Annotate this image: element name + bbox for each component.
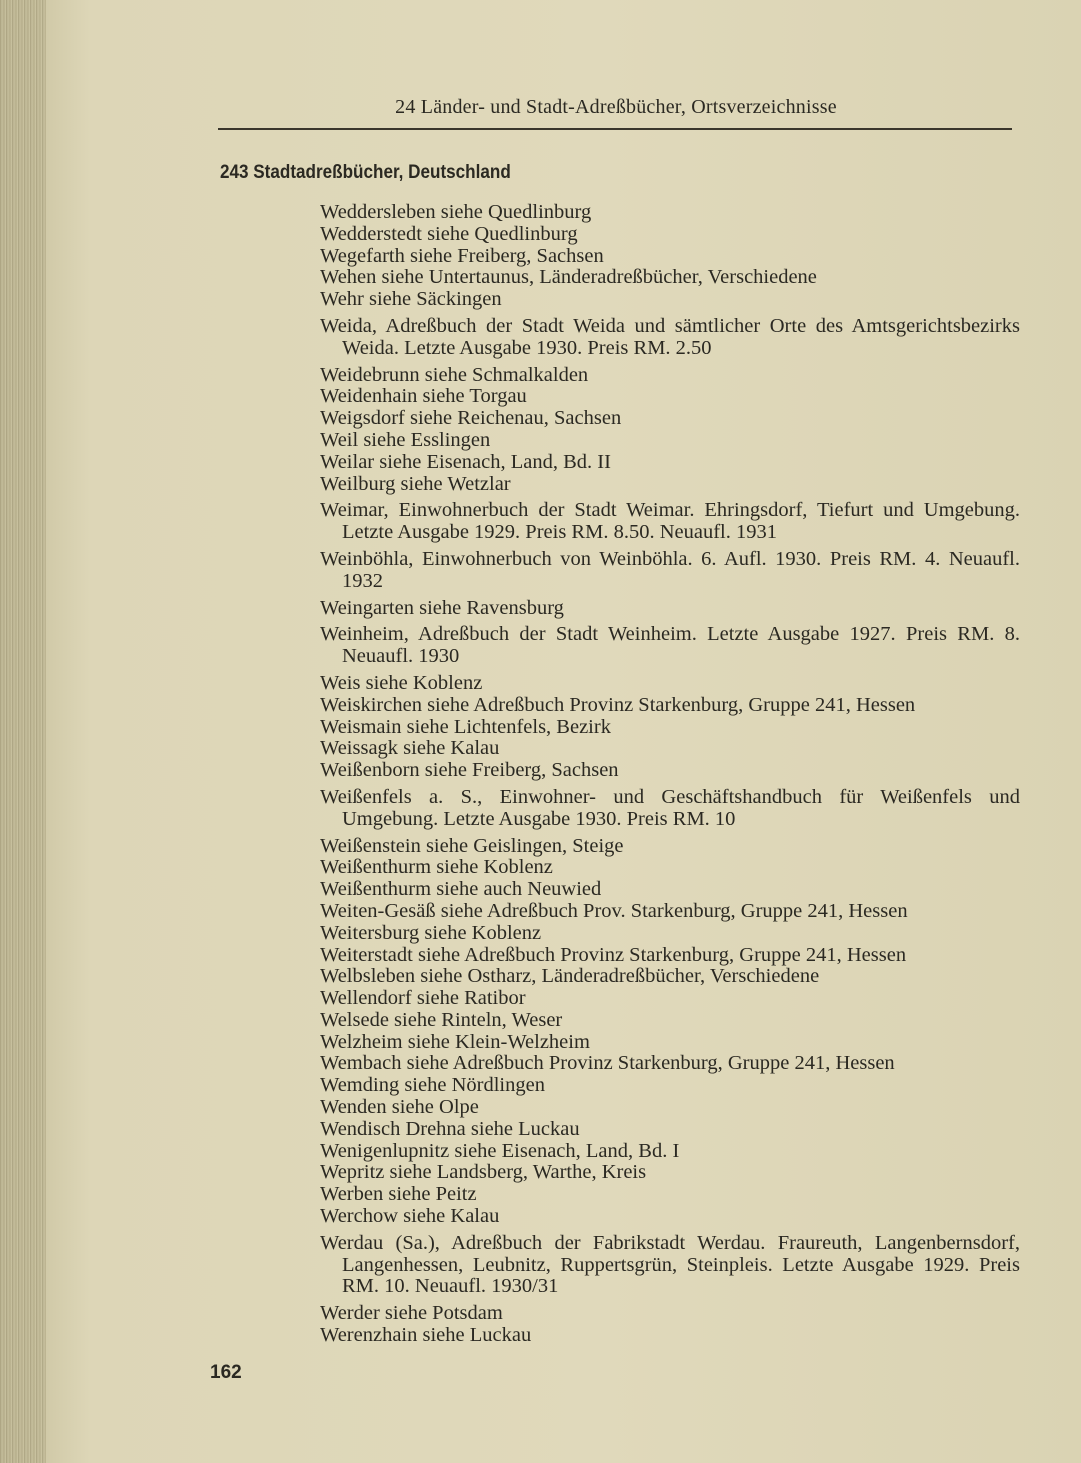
list-item: Welbsleben siehe Ostharz, Länderadreßbücher, Verschiedene xyxy=(320,965,820,988)
list-item: Weinböhla, Einwohnerbuch von Weinböhla. 6. Aufl. 1930. Preis RM. 4. Neuaufl. 1932 xyxy=(320,547,1020,592)
list-item: Weida, Adreßbuch der Stadt Weida und sämtlicher Orte des Amtsgerichtsbezirks Weida. Letzte Ausgabe 1930. Preis RM. 2.50 xyxy=(320,314,1020,359)
header-rule xyxy=(218,128,1012,130)
list-item: Wedderstedt siehe Quedlinburg xyxy=(320,222,578,245)
section-heading: 243 Stadtadreßbücher, Deutschland xyxy=(220,162,511,183)
list-item: Weißenthurm siehe auch Neuwied xyxy=(320,878,602,901)
list-item: Welsede siehe Rinteln, Weser xyxy=(320,1008,563,1031)
list-item: Wembach siehe Adreßbuch Provinz Starkenburg, Gruppe 241, Hessen xyxy=(320,1052,895,1075)
list-item: Weilar siehe Eisenach, Land, Bd. II xyxy=(320,450,611,473)
list-item: Werben siehe Peitz xyxy=(320,1183,477,1206)
list-item: Wepritz siehe Landsberg, Warthe, Kreis xyxy=(320,1161,647,1184)
list-item: Weißenborn siehe Freiberg, Sachsen xyxy=(320,759,619,782)
running-head: 24 Länder- und Stadt-Adreßbücher, Ortsverzeichnisse xyxy=(395,96,837,118)
list-item: Weiskirchen siehe Adreßbuch Provinz Starkenburg, Gruppe 241, Hessen xyxy=(320,693,916,716)
list-item: Welzheim siehe Klein-Welzheim xyxy=(320,1030,590,1053)
list-item: Weitersburg siehe Koblenz xyxy=(320,921,542,944)
list-item: Weil siehe Esslingen xyxy=(320,428,491,451)
list-item: Wemding siehe Nördlingen xyxy=(320,1074,545,1097)
list-item: Weissagk siehe Kalau xyxy=(320,737,500,760)
list-item: Weiten-Gesäß siehe Adreßbuch Prov. Starkenburg, Gruppe 241, Hessen xyxy=(320,899,908,922)
list-item: Wendisch Drehna siehe Luckau xyxy=(320,1117,580,1140)
page-edge-spine xyxy=(0,0,46,1463)
list-item: Weidebrunn siehe Schmalkalden xyxy=(320,363,589,386)
list-item: Wellendorf siehe Ratibor xyxy=(320,987,526,1010)
list-item: Weilburg siehe Wetzlar xyxy=(320,472,511,495)
list-item: Weis siehe Koblenz xyxy=(320,671,483,694)
list-item: Werdau (Sa.), Adreßbuch der Fabrikstadt Werdau. Fraureuth, Langenbernsdorf, Langenhessen, Leubnitz, Ruppertsgrün, Steinpleis. Letzte Ausgabe 1929. Preis RM. 10. Neuaufl. 1930/31 xyxy=(320,1231,1020,1298)
list-item: Weimar, Einwohnerbuch der Stadt Weimar. Ehringsdorf, Tiefurt und Umgebung. Letzte Ausgabe 1929. Preis RM. 8.50. Neuaufl. 1931 xyxy=(320,499,1020,544)
list-item: Weißenfels a. S., Einwohner- und Geschäftshandbuch für Weißenfels und Umgebung. Letzte Ausgabe 1930. Preis RM. 10 xyxy=(320,785,1020,830)
list-item: Weinheim, Adreßbuch der Stadt Weinheim. Letzte Ausgabe 1927. Preis RM. 8. Neuaufl. 1930 xyxy=(320,623,1020,668)
list-item: Weidenhain siehe Torgau xyxy=(320,385,527,408)
list-item: Weismain siehe Lichtenfels, Bezirk xyxy=(320,715,611,738)
list-item: Weißenstein siehe Geislingen, Steige xyxy=(320,834,624,857)
list-item: Werchow siehe Kalau xyxy=(320,1205,500,1228)
list-item: Weißenthurm siehe Koblenz xyxy=(320,856,553,879)
list-item: Wenden siehe Olpe xyxy=(320,1096,479,1119)
list-item: Weddersleben siehe Quedlinburg xyxy=(320,201,592,223)
list-item: Weigsdorf siehe Reichenau, Sachsen xyxy=(320,407,622,430)
list-item: Wehen siehe Untertaunus, Länderadreßbücher, Verschiedene xyxy=(320,266,817,289)
list-item: Werenzhain siehe Luckau xyxy=(320,1324,532,1347)
list-item: Wehr siehe Säckingen xyxy=(320,288,502,311)
page-number: 162 xyxy=(210,1362,242,1383)
list-item: Wegefarth siehe Freiberg, Sachsen xyxy=(320,244,604,267)
list-item: Werder siehe Potsdam xyxy=(320,1302,503,1325)
list-item: Weingarten siehe Ravensburg xyxy=(320,596,564,619)
entry-list xyxy=(320,202,1020,1347)
list-item: Weiterstadt siehe Adreßbuch Provinz Starkenburg, Gruppe 241, Hessen xyxy=(320,943,907,966)
list-item: Wenigenlupnitz siehe Eisenach, Land, Bd. I xyxy=(320,1139,680,1162)
